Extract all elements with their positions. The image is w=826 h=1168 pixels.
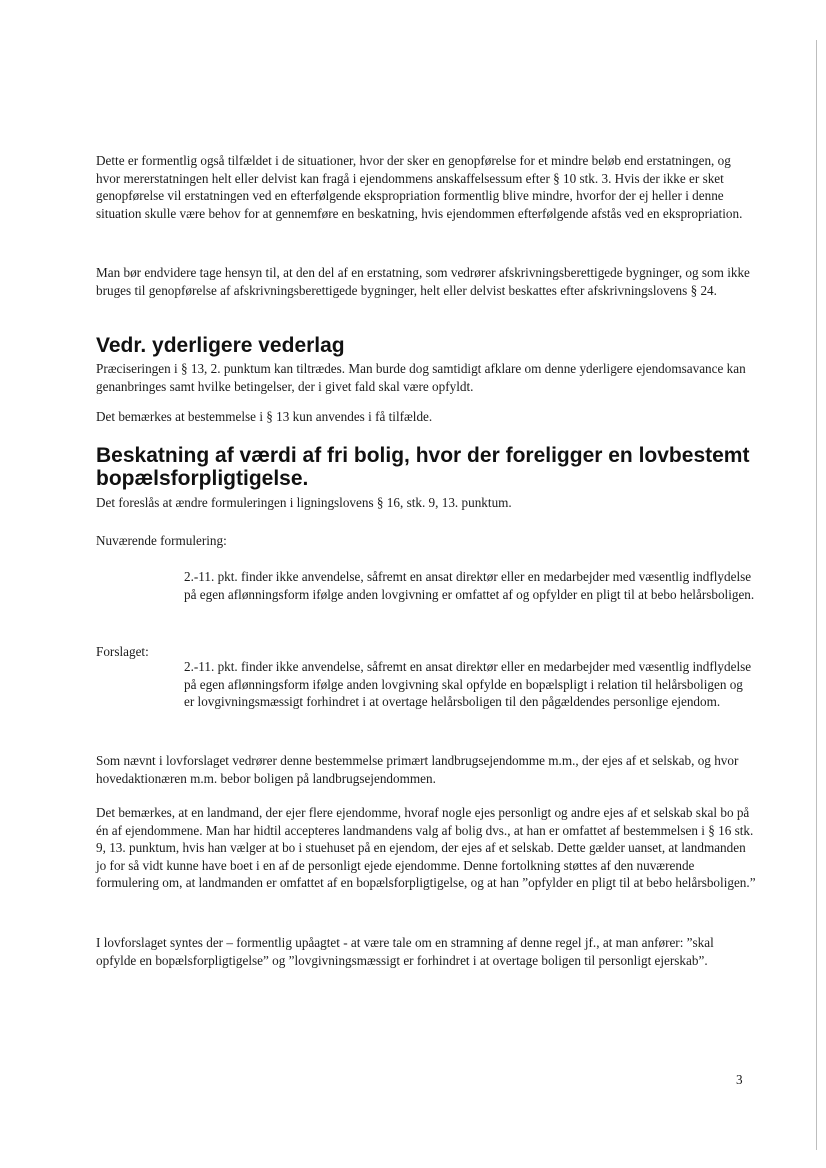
section-heading-yderligere-vederlag: Vedr. yderligere vederlag <box>96 334 345 357</box>
label-current-wording: Nuværende formulering: <box>96 533 227 548</box>
quote-current-wording: 2.-11. pkt. finder ikke anvendelse, såfremt en ansat direktør eller en medarbejder med væsentlig indflydelse på egen aflønningsform ifølge anden lovgivning er omfattet af og opfylder en pligt til at bebo helårsboligen. <box>184 569 755 602</box>
paragraph-4: Det bemærkes at bestemmelse i § 13 kun anvendes i få tilfælde. <box>96 409 433 424</box>
section-heading-fri-bolig: Beskatning af værdi af fri bolig, hvor der foreligger en lovbestemt bopælsforpligtigelse. <box>96 444 750 490</box>
paragraph-3: Præciseringen i § 13, 2. punktum kan tiltrædes. Man burde dog samtidigt afklare om denne yderligere ejendomsavance kan genanbringes samt hvilke betingelser, der i givet fald skal være opfyldt. <box>96 361 746 394</box>
paragraph-7: Det bemærkes, at en landmand, der ejer flere ejendomme, hvoraf nogle ejes personligt og andre ejes af et selskab skal bo på én af ejendommene. Man har hidtil accepteres landmandens valg af bolig dvs., at han er omfattet af bestemmelsen i § 16 stk. 9, 13. punktum, hvis han vælger at bo i stuehuset på en ejendom, der ejes af et selskab. Dette gælder uanset, at landmanden jo for så vidt kunne have boet i en af de personligt ejede ejendomme. Denne fortolkning støttes af den nuværende formulering om, at landmanden er omfattet af en bopælsforpligtigelse, og at han ”opfylder en pligt til at bebo helårsboligen.” <box>96 805 756 891</box>
paragraph-6: Som nævnt i lovforslaget vedrører denne bestemmelse primært landbrugsejendomme m.m., der ejes af et selskab, og hvor hovedaktionæren m.m. bebor boligen på landbrugsejendommen. <box>96 753 739 786</box>
paragraph-5: Det foreslås at ændre formuleringen i ligningslovens § 16, stk. 9, 13. punktum. <box>96 495 512 510</box>
paragraph-2: Man bør endvidere tage hensyn til, at den del af en erstatning, som vedrører afskrivningsberettigede bygninger, og som ikke bruges til genopførelse af afskrivningsberettigede bygninger, helt eller delvist beskattes efter afskrivningslovens § 24. <box>96 265 750 298</box>
label-proposal: Forslaget: <box>96 644 149 659</box>
paragraph-1: Dette er formentlig også tilfældet i de situationer, hvor der sker en genopførelse for et mindre beløb end erstatningen, og hvor mererstatningen helt eller delvist kan fragå i ejendommens anskaffelsessum efter § 10 stk. 3. Hvis der ikke er sket genopførelse vil erstatningen ved en efterfølgende ekspropriation formentlig blive mindre, hvorfor der ej heller i denne situation skulle være behov for at gennemføre en beskatning, hvis ejendommen efterfølgende afstås ved en ekspropriation. <box>96 153 743 221</box>
page-number: 3 <box>736 1072 743 1087</box>
quote-proposal: 2.-11. pkt. finder ikke anvendelse, såfremt en ansat direktør eller en medarbejder med væsentlig indflydelse på egen aflønningsform ifølge anden lovgivning skal opfylde en bopælspligt i relation til helårsboligen og er lovgivningsmæssigt forhindret i at overtage helårsboligen til den pågældendes personlige ejendom. <box>184 659 752 710</box>
paragraph-8: I lovforslaget syntes der – formentlig upåagtet - at være tale om en stramning af denne regel jf., at man anfører: ”skal opfylde en bopælsforpligtigelse” og ”lovgivningsmæssigt er forhindret i at overtage boligen til personligt ejerskab”. <box>96 935 714 968</box>
scan-edge-line <box>816 40 817 1150</box>
